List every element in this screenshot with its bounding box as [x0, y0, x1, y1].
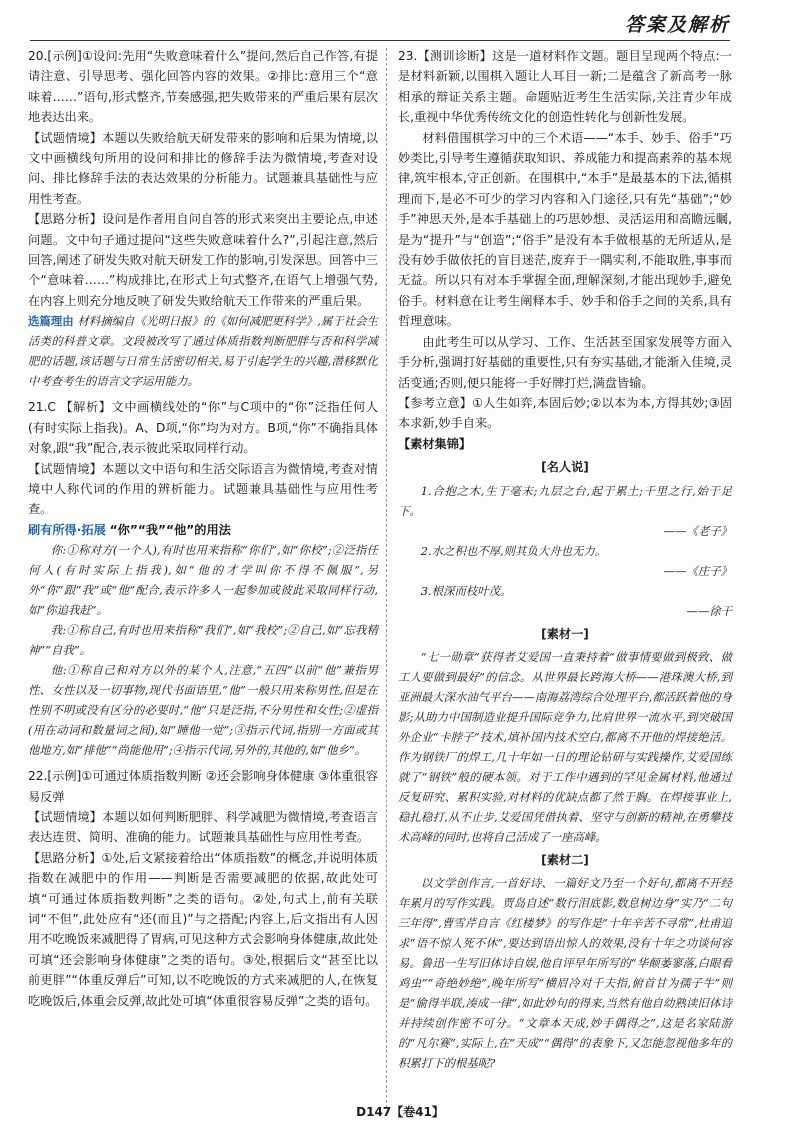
tip-title: “你”“我”“他”的用法: [109, 522, 231, 537]
q20-analysis: 【思路分析】设问是作者用自问自答的形式来突出主要论点,申述问题。文中句子通过提问“这些失败意味着什么?”,引起注意,然后回答,阐述了研发失败对航天研发工作的影响,引发深思。回答中三个“意味着……”构成排比,在形式上句式整齐,在语气上增强气势,在内容上则充分地反映了研发失败给航天工作带来的严重后果。: [28, 212, 378, 308]
material2-title: [素材二]: [541, 852, 589, 867]
q20-answer: 20.[示例]①设问:先用“失败意味着什么”提问,然后自己作答,有提请注意、引导思考、强化回答内容的效果。②排比:意用三个“意味着……”语句,形式整齐,节奏感强,把失败带来的严重后果有层次地表达出来。: [28, 49, 378, 125]
famous-source-2: ——《庄子》: [663, 563, 732, 578]
material1-title: [素材一]: [541, 626, 589, 641]
q21-answer: 21.C 【解析】文中画横线处的“你”与C项中的“你”泛指任何人(有时实际上指我)。A、D项,“你”均为对方。B项,“你”不确指具体对象,跟“我”配合,表示彼此采取同样行动。: [28, 400, 378, 456]
q21-context: 【试题情境】本题以文中语句和生活交际语言为微情境,考查对情境中人称代词的作用的辨析能力。试题兼具基础性与应用性考查。: [28, 461, 378, 517]
tip-head: 刷有所得·拓展: [28, 522, 106, 537]
q22-analysis: 【思路分析】①处,后文紧接着给出“体质指数”的概念,并说明体质指数在减肥中的作用——判断是否需要减肥的依据,故此处可填“可通过体质指数判断”之类的语句。②处,句式上,前有关联词“不但”,此处应有“还(而且)”与之搭配;内容上,后文指出有人因用不吃晚饭来减肥得了胃病,可见这种方式会影响身体健康,故此处可填“还会影响身体健康”之类的语句。③处,根据后文“甚至比以前更胖”“体重反弹后”可知,以不吃晚饭的方式来减肥的人,在恢复吃晚饭后,体重会反弹,故此处可填“体重很容易反弹”之类的语句。: [28, 850, 378, 1008]
q23-approach: 由此考生可以从学习、工作、生活甚至国家发展等方面入手分析,强调打好基础的重要性,只有夯实基础,才能渐入佳境,灵活变通;否则,便只能将一手好牌打烂,满盘皆输。: [398, 334, 732, 390]
tip-item-you: 你:①称对方(一个人),有时也用来指称“你们”,如“你校”;②泛指任何人(有时实际上指我),如“他的才学叫你不得不佩服”,另外“你”跟“我”或“他”配合,表示许多人一起参加或彼此采取同样行动,如“你追我赶”。: [28, 543, 378, 618]
left-column: [28, 46, 378, 1011]
note-body: 材料摘编自《光明日报》的《如何减肥更科学》,属于社会生活类的科普文章。文段被改写了通过体质指数判断肥胖与否和科学减肥的话题,该话题与日常生活密切相关,易于引起学生的兴趣,潜移默化中考查考生的语言文字运用能力。: [28, 314, 378, 389]
q22-answer: 22.[示例]①可通过体质指数判断 ②还会影响身体健康 ③体重很容易反弹: [28, 769, 378, 804]
famous-source-3: ——徐干: [686, 603, 732, 618]
famous-title: [名人说]: [541, 460, 589, 475]
q23-material: 材料借围棋学习中的三个术语——“本手、妙手、俗手”巧妙类比,引导考生遵循获取知识、养成能力和提高素养的基本规律,筑牢根本,守正创新。在围棋中,“本手”是最基本的下法,循棋理而下,是必不可少的学习内容和入门途径,只有先“基础”;“妙手”神思天外,是本手基础上的巧思妙想、灵活运用和高瞻远瞩,是为“提升”与“创造”;“俗手”是没有本手做根基的无所适从,是没有妙手做依托的盲目迷茫,废弃于一隅实利,不能取胜,事事而无益。所以只有对本手掌握全面,理解深刻,才能出现妙手,避免俗手。材料意在让考生阐释本手、妙手和俗手之间的关系,具有哲理意味。: [398, 130, 732, 329]
column-divider: [386, 48, 387, 1108]
right-column: [398, 46, 732, 1073]
q23-themes: 【参考立意】①人生如弈,本固后妙;②以本为本,方得其妙;③固本求新,妙手自来。: [398, 395, 732, 431]
q23-diagnosis: 23.【测训诊断】这是一道材料作文题。题目呈现两个特点:一是材料新颖,以围棋入题让人耳目一新;二是蕴含了新高考一脉相承的辩证关系主题。命题贴近考生生活实际,关注青少年成长,重视中华优秀传统文化的创造性转化与创新性发展。: [398, 49, 732, 125]
q21-tip-heading: [28, 520, 378, 540]
material1-body: “七一勋章”获得者艾爱国一直秉持着“做事情要做到极致、做工人要做到最好”的信念。从世界最长跨海大桥——港珠澳大桥,到亚洲最大深水油气平台——南海荔湾综合处理平台,都活跃着他的身影;从助力中国制造业提升国际竞争力,比肩世界一流水平,到突破国外企业“卡脖子”技术,填补国内技术空白,都离不开他的焊接绝活。作为钢铁厂的焊工,几十年如一日的理论钻研与实践操作,艾爱国练就了“钢铁”般的硬本领。对于工作中遇到的罕见金属材料,他通过反复研究、累积实验,对材料的优缺点都了然于胸。在焊接事业上,稳扎稳打,从不止步,艾爱国凭借执着、坚守与创新的精神,在勇攀技术高峰的同时,也将自己活成了一座高峰。: [398, 649, 732, 844]
famous-quote-3: 3.根深而枝叶茂。: [420, 583, 512, 598]
q20-context: 【试题情境】本题以失败给航天研发带来的影响和后果为情境,以文中画横线句所用的设问和排比的修辞手法为微情境,考查对设问、排比修辞手法的表达效果的分析能力。试题兼具基础性与应用性考查。: [28, 130, 378, 206]
material2-body: 以文学创作言,一首好诗、一篇好文乃至一个好句,都离不开经年累月的写作实践。贾岛自述“数行泪底影,数息树边身”实乃“二句三年得”,曹雪芹自言《红楼梦》的写作是“十年辛苦不寻常”,杜甫追求“语不惊人死不休”,要达到语出惊人的效果,没有十年之功谈何容易。鲁迅一生写旧体诗自娱,他自评早年所写的“华颠萎寥落,白眼看鸡虫”“奇绝妙绝”,晚年所写“横眉冷对千夫指,俯首甘为孺子牛”则是“偷得半联,凑成一律”,如此妙句的得来,当然有他自幼熟读旧体诗并持续创作密不可分。“文章本天成,妙手偶得之”,这是名家陆游的“凡尔赛”,实际上,在“天成”“偶得”的表象下,又怎能忽视他多年的积累打下的根基呢?: [398, 876, 732, 1071]
note-head: 选篇理由: [28, 314, 74, 329]
header-rule: [30, 40, 730, 41]
famous-quote-1: 1.合抱之木,生于毫末;九层之台,起于累土;千里之行,始于足下。: [398, 483, 732, 518]
tip-item-me: 我:①称自己,有时也用来指称“我们”,如“我校”;②自己,如“忘我精神”“自我”。: [28, 623, 378, 658]
q22-context: 【试题情境】本题以如何判断肥胖、科学减肥为微情境,考查语言表达连贯、简明、准确的能力。试题兼具基础性与应用性考查。: [28, 809, 378, 845]
tip-item-he: 他:①称自己和对方以外的某个人,注意,“五四”以前“他”兼指男性、女性以及一切事物,现代书面语里,“他”一般只用来称男性,但是在性别不明或没有区分的必要时,“他”只是泛指,不分男性和女性;②虚指(用在动词和数量词之间),如“睡他一觉”;③指示代词,指别一方面或其他地方,如“排他”“尚能他用”;④指示代词,另外的,其他的,如“他乡”。: [28, 663, 378, 758]
page-footer: D147【卷41】: [356, 1105, 444, 1119]
famous-quote-2: 2.水之积也不厚,则其负大舟也无力。: [420, 543, 607, 558]
q20-note: [28, 311, 378, 391]
q23-materials-head: 【素材集锦】: [398, 436, 472, 451]
famous-source-1: ——《老子》: [663, 523, 732, 538]
page-header-title: 答案及解析: [624, 14, 730, 36]
